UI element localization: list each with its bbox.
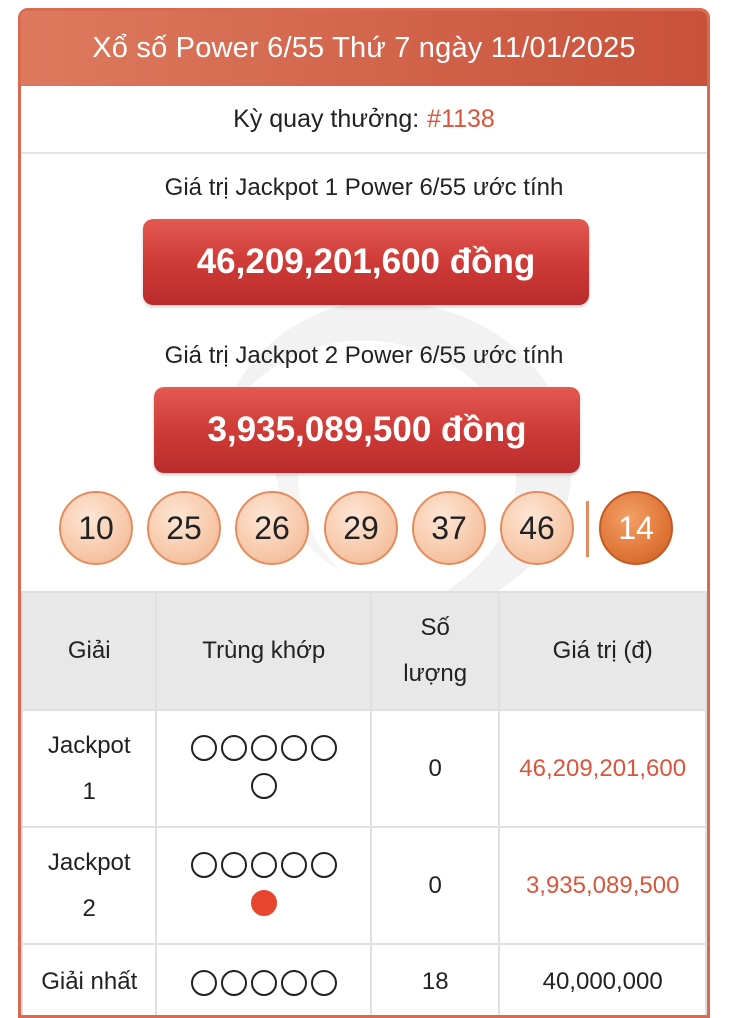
header-prize: Giải [22,592,156,710]
match-circle-icon [221,735,247,761]
match-circle-icon [281,970,307,996]
match-circle-icon [281,852,307,878]
prize-value: 40,000,000 [499,944,706,1018]
draw-label: Kỳ quay thưởng: [233,104,420,133]
prize-quantity: 0 [371,827,499,944]
header-match: Trùng khớp [156,592,371,710]
results-card [18,8,710,1018]
page-title [21,11,707,86]
power-match-dot-icon [251,890,277,916]
match-circle-icon [311,852,337,878]
number-ball: 25 [147,491,221,565]
jackpot2-label: Giá trị Jackpot 2 Power 6/55 ước tính [164,342,564,369]
page-title-text: Xổ số Power 6/55 Thứ 7 ngày 11/01/2025 [92,32,636,64]
match-circle-icon [311,735,337,761]
jackpot1-value-box [143,219,589,305]
match-pattern [156,827,371,944]
jackpot2-value-box [154,387,580,473]
match-circle-icon [191,970,217,996]
prize-quantity: 0 [371,710,499,827]
match-circle-icon [251,970,277,996]
prize-name: Giải nhất [22,944,156,1018]
match-pattern [156,710,371,827]
match-circle-icon [221,852,247,878]
prize-quantity: 18 [371,944,499,1018]
table-header-row [22,592,706,710]
number-ball: 10 [59,491,133,565]
draw-number-row [21,86,707,154]
header-quantity: Số lượng [371,592,499,710]
match-circle-icon [191,852,217,878]
match-circle-icon [221,970,247,996]
table-row [22,827,706,944]
match-circle-icon [251,852,277,878]
jackpot1-value: 46,209,201,600 đồng [196,242,536,281]
header-value: Giá trị (đ) [499,592,706,710]
prize-value: 46,209,201,600 [499,710,706,827]
number-ball: 37 [412,491,486,565]
prize-name: Jackpot 1 [22,710,156,827]
prize-table [21,591,707,1018]
match-circle-icon [311,970,337,996]
match-circle-icon [191,735,217,761]
number-ball: 26 [235,491,309,565]
number-ball: 29 [324,491,398,565]
table-row [22,710,706,827]
number-ball: 46 [500,491,574,565]
jackpot1-label: Giá trị Jackpot 1 Power 6/55 ước tính [164,174,564,201]
match-circle-icon [251,735,277,761]
match-circle-icon [251,773,277,799]
jackpot2-value: 3,935,089,500 đồng [207,410,527,449]
prize-name: Jackpot 2 [22,827,156,944]
prize-value: 3,935,089,500 [499,827,706,944]
match-circle-icon [281,735,307,761]
winning-numbers [21,491,707,571]
power-separator [586,501,589,557]
draw-number-link[interactable]: #1138 [427,104,495,133]
power-number-ball: 14 [599,491,673,565]
